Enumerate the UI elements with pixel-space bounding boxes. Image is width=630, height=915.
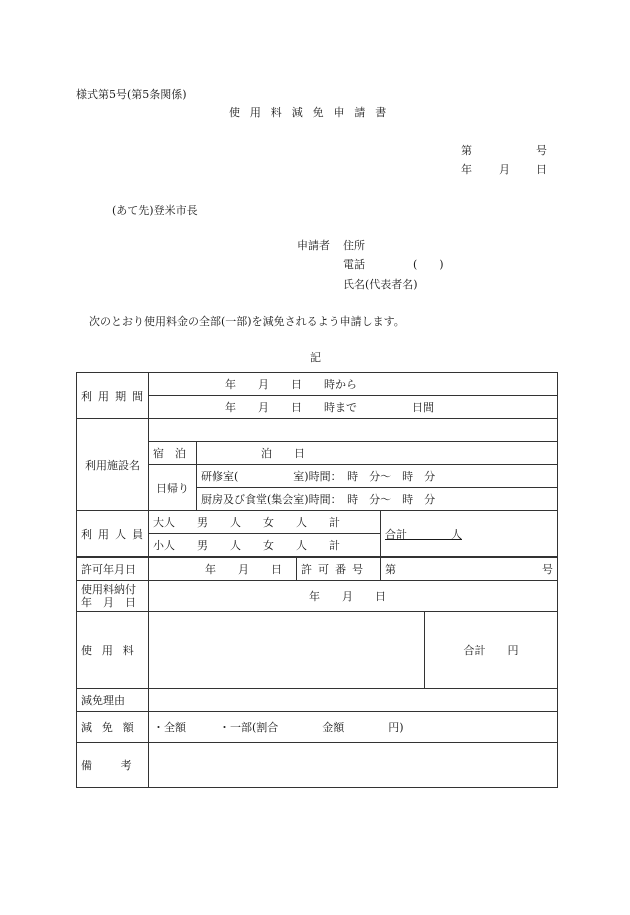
permit-no-suffix: 号	[542, 563, 553, 576]
facility-label: 利用施設名	[77, 419, 149, 511]
period-from: 年 月 日 時から	[149, 373, 558, 396]
permit-row	[77, 557, 558, 581]
date-day: 日	[536, 163, 547, 176]
fee-total: 合計 円	[425, 612, 558, 689]
amount-row	[77, 712, 558, 743]
applicant-phone-paren: ( )	[413, 258, 444, 271]
doc-number-suffix: 号	[536, 144, 547, 157]
permit-date-value: 年 月 日	[149, 557, 297, 581]
reason-label: 減免理由	[77, 689, 149, 712]
permit-no-prefix: 第	[385, 563, 396, 576]
stay-label: 宿 泊	[149, 442, 197, 465]
daytrip-label: 日帰り	[149, 465, 197, 511]
amount-label: 減免額	[77, 712, 149, 743]
permit-date-label: 許可年月日	[77, 557, 149, 581]
users-row-1	[77, 511, 558, 534]
facility-row-training	[77, 465, 558, 488]
amount-value: ・全額 ・一部(割合 金額 円)	[149, 712, 558, 743]
kitchen: 厨房及び食堂(集会室)時間： 時 分～ 時 分	[197, 488, 558, 511]
facility-blank	[149, 419, 558, 442]
users-label: 利用人員	[77, 511, 149, 558]
payment-date-label-1: 使用料納付	[81, 583, 136, 596]
addressee: (あて先)登米市長	[112, 204, 198, 217]
period-row-1	[77, 373, 558, 396]
payment-date-label-2: 年 月 日	[81, 596, 136, 609]
applicant-phone: 電話	[343, 258, 365, 271]
payment-date-label	[77, 581, 149, 612]
adults: 大人 男 人 女 人 計	[149, 511, 381, 534]
permit-no-label: 許可番号	[297, 557, 381, 581]
reason-row	[77, 689, 558, 712]
total-people: 合計 人	[385, 527, 462, 541]
remarks-value	[149, 743, 558, 788]
application-table	[76, 372, 558, 788]
fee-detail	[149, 612, 425, 689]
period-to: 年 月 日 時まで 日間	[149, 396, 558, 419]
fee-label: 使用料	[77, 612, 149, 689]
fee-row	[77, 612, 558, 689]
facility-row-0	[77, 419, 558, 442]
ki-label: 記	[310, 351, 321, 364]
form-number: 様式第5号(第5条関係)	[76, 88, 187, 101]
permit-no-cell	[381, 557, 558, 581]
total-people-cell	[381, 511, 558, 558]
applicant-address: 住所	[343, 239, 365, 252]
applicant-label: 申請者	[297, 239, 330, 252]
doc-number-prefix: 第	[461, 144, 472, 157]
children: 小人 男 人 女 人 計	[149, 534, 381, 558]
remarks-row	[77, 743, 558, 788]
document-title: 使用料減免申請書	[229, 106, 397, 119]
request-text: 次のとおり使用料金の全部(一部)を減免されるよう申請します。	[89, 315, 405, 328]
date-month: 月	[499, 163, 510, 176]
date-year: 年	[461, 163, 472, 176]
remarks-label: 備考	[77, 743, 149, 788]
facility-row-stay	[77, 442, 558, 465]
stay-value: 泊 日	[197, 442, 558, 465]
period-label: 利用期間	[77, 373, 149, 419]
reason-value	[149, 689, 558, 712]
payment-date-value: 年 月 日	[149, 581, 558, 612]
training-room: 研修室( 室)時間： 時 分～ 時 分	[197, 465, 558, 488]
payment-row	[77, 581, 558, 612]
applicant-name: 氏名(代表者名)	[343, 278, 418, 291]
